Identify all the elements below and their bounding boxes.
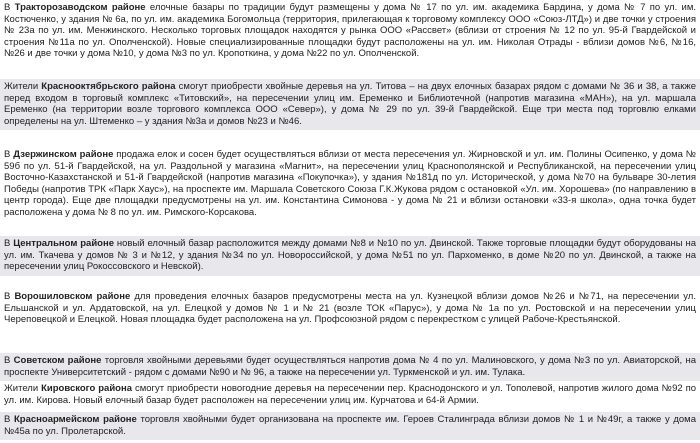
paragraph-text: продажа елок и сосен будет осуществляться вблизи от места пересечения ул. Жирновской и ул. им. Полины Осипенко, у дома № 59б по ул. 51-й Гвардейской, на ул. Раздольной у магазина «Магнит», на пересечении улиц Краснополянской и Республиканской, на пересечении улиц Восточно-Казахстанской и 51-й Гвардейской (напротив магазина «Покупочка»), у здания №181д по ул. Исторической, у дома №70 на бульваре 30-летия Победы (напротив ТРК «Парк Хаус»), на проспекте им. Маршала Советского Союза Г.К.Жукова рядом с остановкой «Ул. им. Хорошева» (по направлению в центр города). Еще две площадки предусмотрены на ул. им. Константина Симонова - у дома № 21 и вблизи остановки «33-я школа», одна точка будет расположена у дома № 8 по ул. им. Римского-Корсакова.: [4, 149, 697, 218]
paragraph-text: для проведения елочных базаров предусмотрены места на ул. Кузнецкой вблизи домов №26 и №71, на пересечении ул. Ельшанской и ул. Ардатовской, на ул. Елецкой у домов № 1 и № 21 (возле ТОК «Парус»), у дома № 1а по ул. Ростовской и на пересечении улиц Череповецкой и Елецкой. Новая площадка будет расположена на ул. Профсоюзной рядом с перекрестком с улицей Рабоче-Крестьянской.: [4, 291, 696, 326]
paragraph-text: смогут приобрести новогодние деревья на пересечении пер. Краснодонского и ул. Тополевой, напротив жилого дома №92 по ул. им. Кирова. Новый елочный базар будет расположен на пересечении улиц им. Курчатова и 64-й Армии.: [4, 383, 697, 406]
district-name: Краснооктябрьского района: [41, 81, 176, 92]
paragraph-lead: В: [4, 238, 14, 249]
district-name: Советском районе: [13, 355, 102, 366]
district-name: Кировского района: [41, 383, 132, 394]
district-name: Ворошиловском районе: [14, 291, 131, 302]
paragraph-sovetsky: [0, 353, 700, 381]
paragraph-centralny: [0, 236, 700, 276]
district-name: Дзержинском районе: [13, 149, 114, 160]
paragraph-lead: В: [4, 355, 14, 366]
paragraph-kirovsky: [0, 381, 700, 409]
paragraph-krasnoarmeysky: [0, 412, 700, 440]
paragraph-lead: В: [4, 291, 15, 302]
district-name: Красноармейском районе: [13, 414, 137, 425]
district-name: Тракторозаводском районе: [14, 2, 146, 13]
paragraph-text: торговля хвойными деревьями будет осуществляться напротив дома № 4 по ул. Малиновского, у дома №3 по ул. Авиаторской, на проспекте Университетский - рядом с домами №90 и № 96, а также на пересечении ул. Туркменской и ул. им. Тулака.: [4, 355, 697, 378]
paragraph-lead: В: [4, 149, 14, 160]
paragraph-text: смогут приобрести хвойные деревья на ул. Титова – на двух елочных базарах рядом с домами № 36 и 38, а также перед входом в торговый комплекс «Титовский», на пересечении улиц им. Еременко и Библиотечной (напротив магазина «МАН»), на ул. маршала Еременко (на территории возле торгового комплекса ООО «Север»), у дома № 29 по ул. 39-й Гвардейской. Еще три места под торговлю елками определены на ул. Штеменко – у здания №3а и домов №23 и №46.: [4, 81, 696, 127]
paragraph-lead: Жители: [4, 81, 42, 92]
paragraph-text: торговля хвойными будет организована на проспекте им. Героев Сталинграда вблизи домов № 1 и №49г, а также у дома №45а по ул. Пролетарской.: [4, 414, 696, 437]
paragraph-lead: Жители: [4, 383, 42, 394]
paragraph-traktorozavodsky: [0, 0, 700, 63]
paragraph-dzerzhinsky: [0, 147, 700, 222]
paragraph-lead: В: [4, 2, 15, 13]
paragraph-lead: В: [4, 414, 14, 425]
paragraph-text: елочные базары по традиции будут размещены у дома № 17 по ул. им. академика Бардина, у дома № 7 по ул. им. Костюченко, у здания № 6а, по ул. им. академика Богомольца (территория, прилегающая к торговому комплексу ООО «Союз-ЛТД») и две точки у строения № 23а по ул. им. Менжинского. Несколько торговых площадок находятся у рынка ООО «Рассвет» (вблизи от строения № 12 по ул. 95-й Гвардейской и строения №11а по ул. Ополченской). Новые специализированные площадки будут расположены на ул. им. Николая Отрады - вблизи домов №6, №16, №26 и две точки у дома №10, у дома №3 по ул. Кропоткина, у дома №22 по ул. Ополченской.: [4, 2, 696, 60]
paragraph-voroshilovsky: [0, 289, 700, 329]
paragraph-text: новый елочный базар расположится между домами №8 и №10 по ул. Двинской. Также торговые площадки будут оборудованы на ул. им. Ткачева у домов № 3 и №12, у здания №34 по ул. Новороссийской, у дома №51 по ул. Пархоменко, в доме №20 по ул. Двинской, а также на пересечении улиц Рокоссовского и Невской).: [4, 238, 696, 273]
paragraph-krasnooktyabrsky: [0, 79, 700, 130]
district-name: Центральном районе: [13, 238, 114, 249]
